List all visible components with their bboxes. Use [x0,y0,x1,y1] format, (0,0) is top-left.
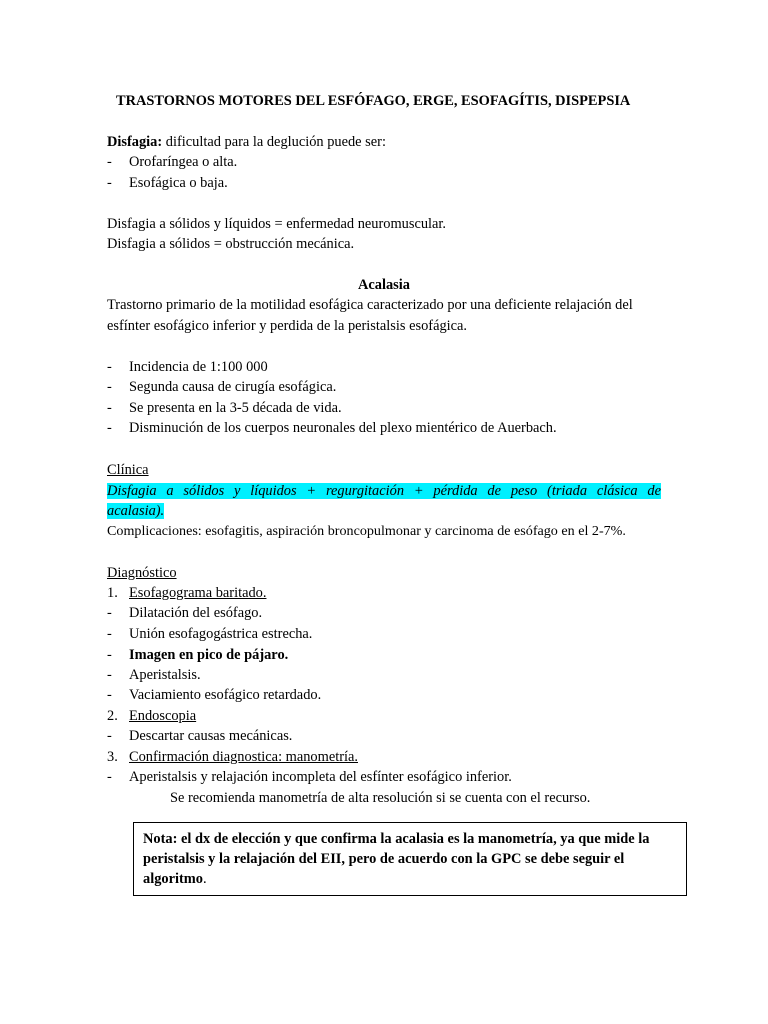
bullet-dash: - [107,728,112,744]
acalasia-heading: Acalasia [358,277,410,293]
note-line-1: Nota: el dx de elección y que confirma la acalasia es la manometría, ya que mide la [143,831,650,847]
note-line-2: peristalsis y la relajación del EII, pero de acuerdo con la GPC se debe seguir el [143,851,625,867]
disfagia-line2: Disfagia a sólidos = obstrucción mecánica. [107,236,355,252]
bullet-dash: - [107,667,112,683]
recomendacion-text: Se recomienda manometría de alta resolución si se cuenta con el recurso. [170,790,591,806]
bullet-dash: - [107,379,112,395]
bullet-dash: - [107,626,112,642]
list-item [107,624,312,644]
item-text: Esofagograma baritado. [129,585,267,601]
list-item [107,726,292,746]
note-box [133,822,687,896]
list-item [107,418,557,438]
acalasia-definition-1: Trastorno primario de la motilidad esofágica caracterizado por una deficiente relajación del [107,297,633,313]
list-item-text: Se presenta en la 3-5 década de vida. [129,400,342,416]
list-item-text: Esofágica o baja. [129,175,228,191]
list-item [107,398,342,418]
page-title: TRASTORNOS MOTORES DEL ESFÓFAGO, ERGE, ESOFAGÍTIS, DISPEPSIA [116,93,631,109]
list-item-text: Vaciamiento esofágico retardado. [129,687,322,703]
numbered-item [107,747,358,767]
disfagia-label: Disfagia: [107,134,163,150]
list-item [107,645,288,665]
item-text: Endoscopia [129,708,197,724]
list-item-text: Unión esofagogástrica estrecha. [129,626,313,642]
list-item-text: Incidencia de 1:100 000 [129,359,268,375]
bullet-dash: - [107,400,112,416]
list-item [107,665,201,685]
note-line-3-text: algoritmo [143,871,203,887]
bullet-dash: - [107,605,112,621]
clinica-highlight-1 [107,481,661,501]
bullet-dash: - [107,175,112,191]
item-number: 1. [107,585,118,601]
list-item-text: Aperistalsis y relajación incompleta del esfínter esofágico inferior. [129,769,512,785]
numbered-item [107,706,196,726]
list-item-text: Disminución de los cuerpos neuronales del plexo mientérico de Auerbach. [129,420,557,436]
list-item-text: Dilatación del esófago. [129,605,263,621]
list-item [107,603,262,623]
note-line-3 [143,869,678,889]
clinica-highlight-2 [107,501,164,521]
list-item-text: Segunda causa de cirugía esofágica. [129,379,337,395]
list-item [107,377,336,397]
item-text: Confirmación diagnostica: manometría. [129,749,358,765]
bullet-dash: - [107,154,112,170]
list-item [107,685,321,705]
list-item-text: Orofaríngea o alta. [129,154,238,170]
disfagia-line1: Disfagia a sólidos y líquidos = enfermedad neuromuscular. [107,216,447,232]
clinica-heading: Clínica [107,462,149,478]
item-number: 3. [107,749,118,765]
bullet-dash: - [107,359,112,375]
list-item [107,152,237,172]
diagnostico-heading: Diagnóstico [107,565,177,581]
disfagia-definition [107,132,386,152]
bullet-dash: - [107,769,112,785]
bullet-dash: - [107,647,112,663]
list-item-text: Aperistalsis. [129,667,201,683]
list-item [107,767,512,787]
list-item-text: Imagen en pico de pájaro. [129,647,289,663]
highlight-text: acalasia). [107,503,165,519]
list-item [107,357,268,377]
complicaciones-text: Complicaciones: esofagitis, aspiración broncopulmonar y carcinoma de esófago en el 2-7%. [107,523,626,539]
note-period: . [202,871,207,887]
bullet-dash: - [107,420,112,436]
item-number: 2. [107,708,118,724]
disfagia-text: dificultad para la deglución puede ser: [162,134,386,150]
acalasia-definition-2: esfínter esofágico inferior y perdida de la peristalsis esofágica. [107,318,468,334]
highlight-text: Disfagia a sólidos y líquidos + regurgitación + pérdida de peso (triada clásica de [107,483,661,499]
list-item [107,173,228,193]
numbered-item [107,583,266,603]
bullet-dash: - [107,687,112,703]
list-item-text: Descartar causas mecánicas. [129,728,293,744]
